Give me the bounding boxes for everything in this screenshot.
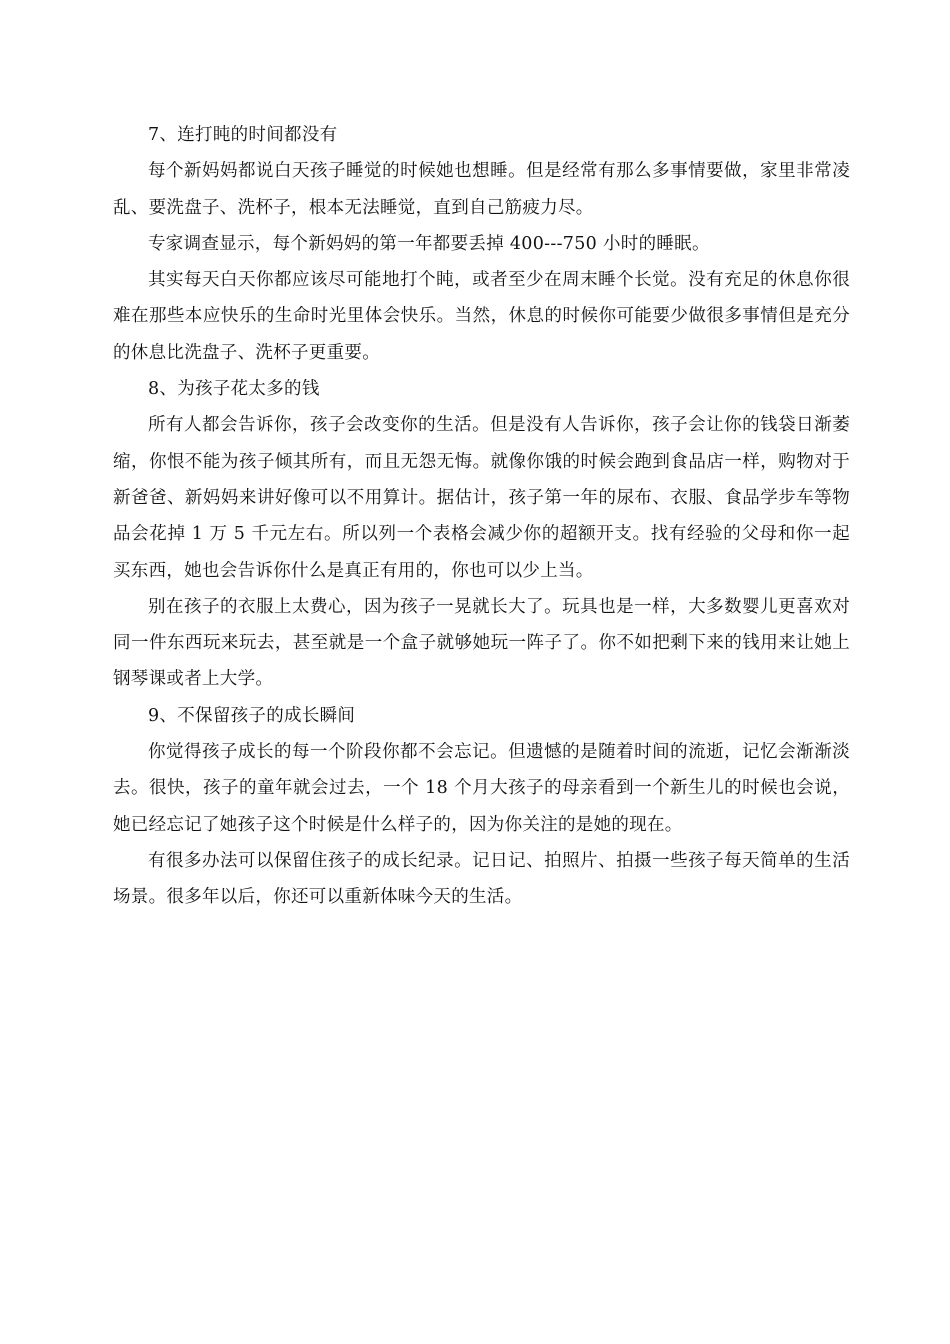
section-heading-7: 7、连打盹的时间都没有 [148, 125, 338, 145]
paragraph: 有很多办法可以保留住孩子的成长纪录。记日记、拍照片、拍摄一些孩子每天简单的生活场景。很多年以后，你还可以重新体味今天的生活。 [113, 850, 850, 908]
paragraph: 别在孩子的衣服上太费心，因为孩子一晃就长大了。玩具也是一样，大多数婴儿更喜欢对同一件东西玩来玩去，甚至就是一个盒子就够她玩一阵子了。你不如把剩下来的钱用来让她上钢琴课或者上大学。 [113, 596, 850, 690]
paragraph: 所有人都会告诉你，孩子会改变你的生活。但是没有人告诉你，孩子会让你的钱袋日渐萎缩，你恨不能为孩子倾其所有，而且无怨无悔。就像你饿的时候会跑到食品店一样，购物对于新爸爸、新妈妈来讲好像可以不用算计。据估计，孩子第一年的尿布、衣服、食品学步车等物品会花掉 1 万 5 千元左右。所以列一个表格会减少你的超额开支。找有经验的父母和你一起买东西，她也会告诉你什么是真正有用的，你也可以少上当。 [113, 415, 850, 581]
paragraph: 专家调查显示，每个新妈妈的第一年都要丢掉 400---750 小时的睡眠。 [148, 233, 710, 254]
paragraph: 你觉得孩子成长的每一个阶段你都不会忘记。但遗憾的是随着时间的流逝，记忆会渐渐淡去。很快，孩子的童年就会过去，一个 18 个月大孩子的母亲看到一个新生儿的时候也会说，她已经忘记了她孩子这个时候是什么样子的，因为你关注的是她的现在。 [113, 742, 850, 835]
section-heading-8: 8、为孩子花太多的钱 [148, 379, 320, 400]
paragraph: 每个新妈妈都说白天孩子睡觉的时候她也想睡。但是经常有那么多事情要做，家里非常凌乱、要洗盘子、洗杯子，根本无法睡觉，直到自己筋疲力尽。 [113, 161, 850, 218]
document-body [113, 117, 850, 916]
paragraph: 其实每天白天你都应该尽可能地打个盹，或者至少在周末睡个长觉。没有充足的休息你很难在那些本应快乐的生命时光里体会快乐。当然，休息的时候你可能要少做很多事情但是充分的休息比洗盘子、洗杯子更重要。 [113, 270, 850, 363]
section-heading-9: 9、不保留孩子的成长瞬间 [148, 705, 356, 726]
